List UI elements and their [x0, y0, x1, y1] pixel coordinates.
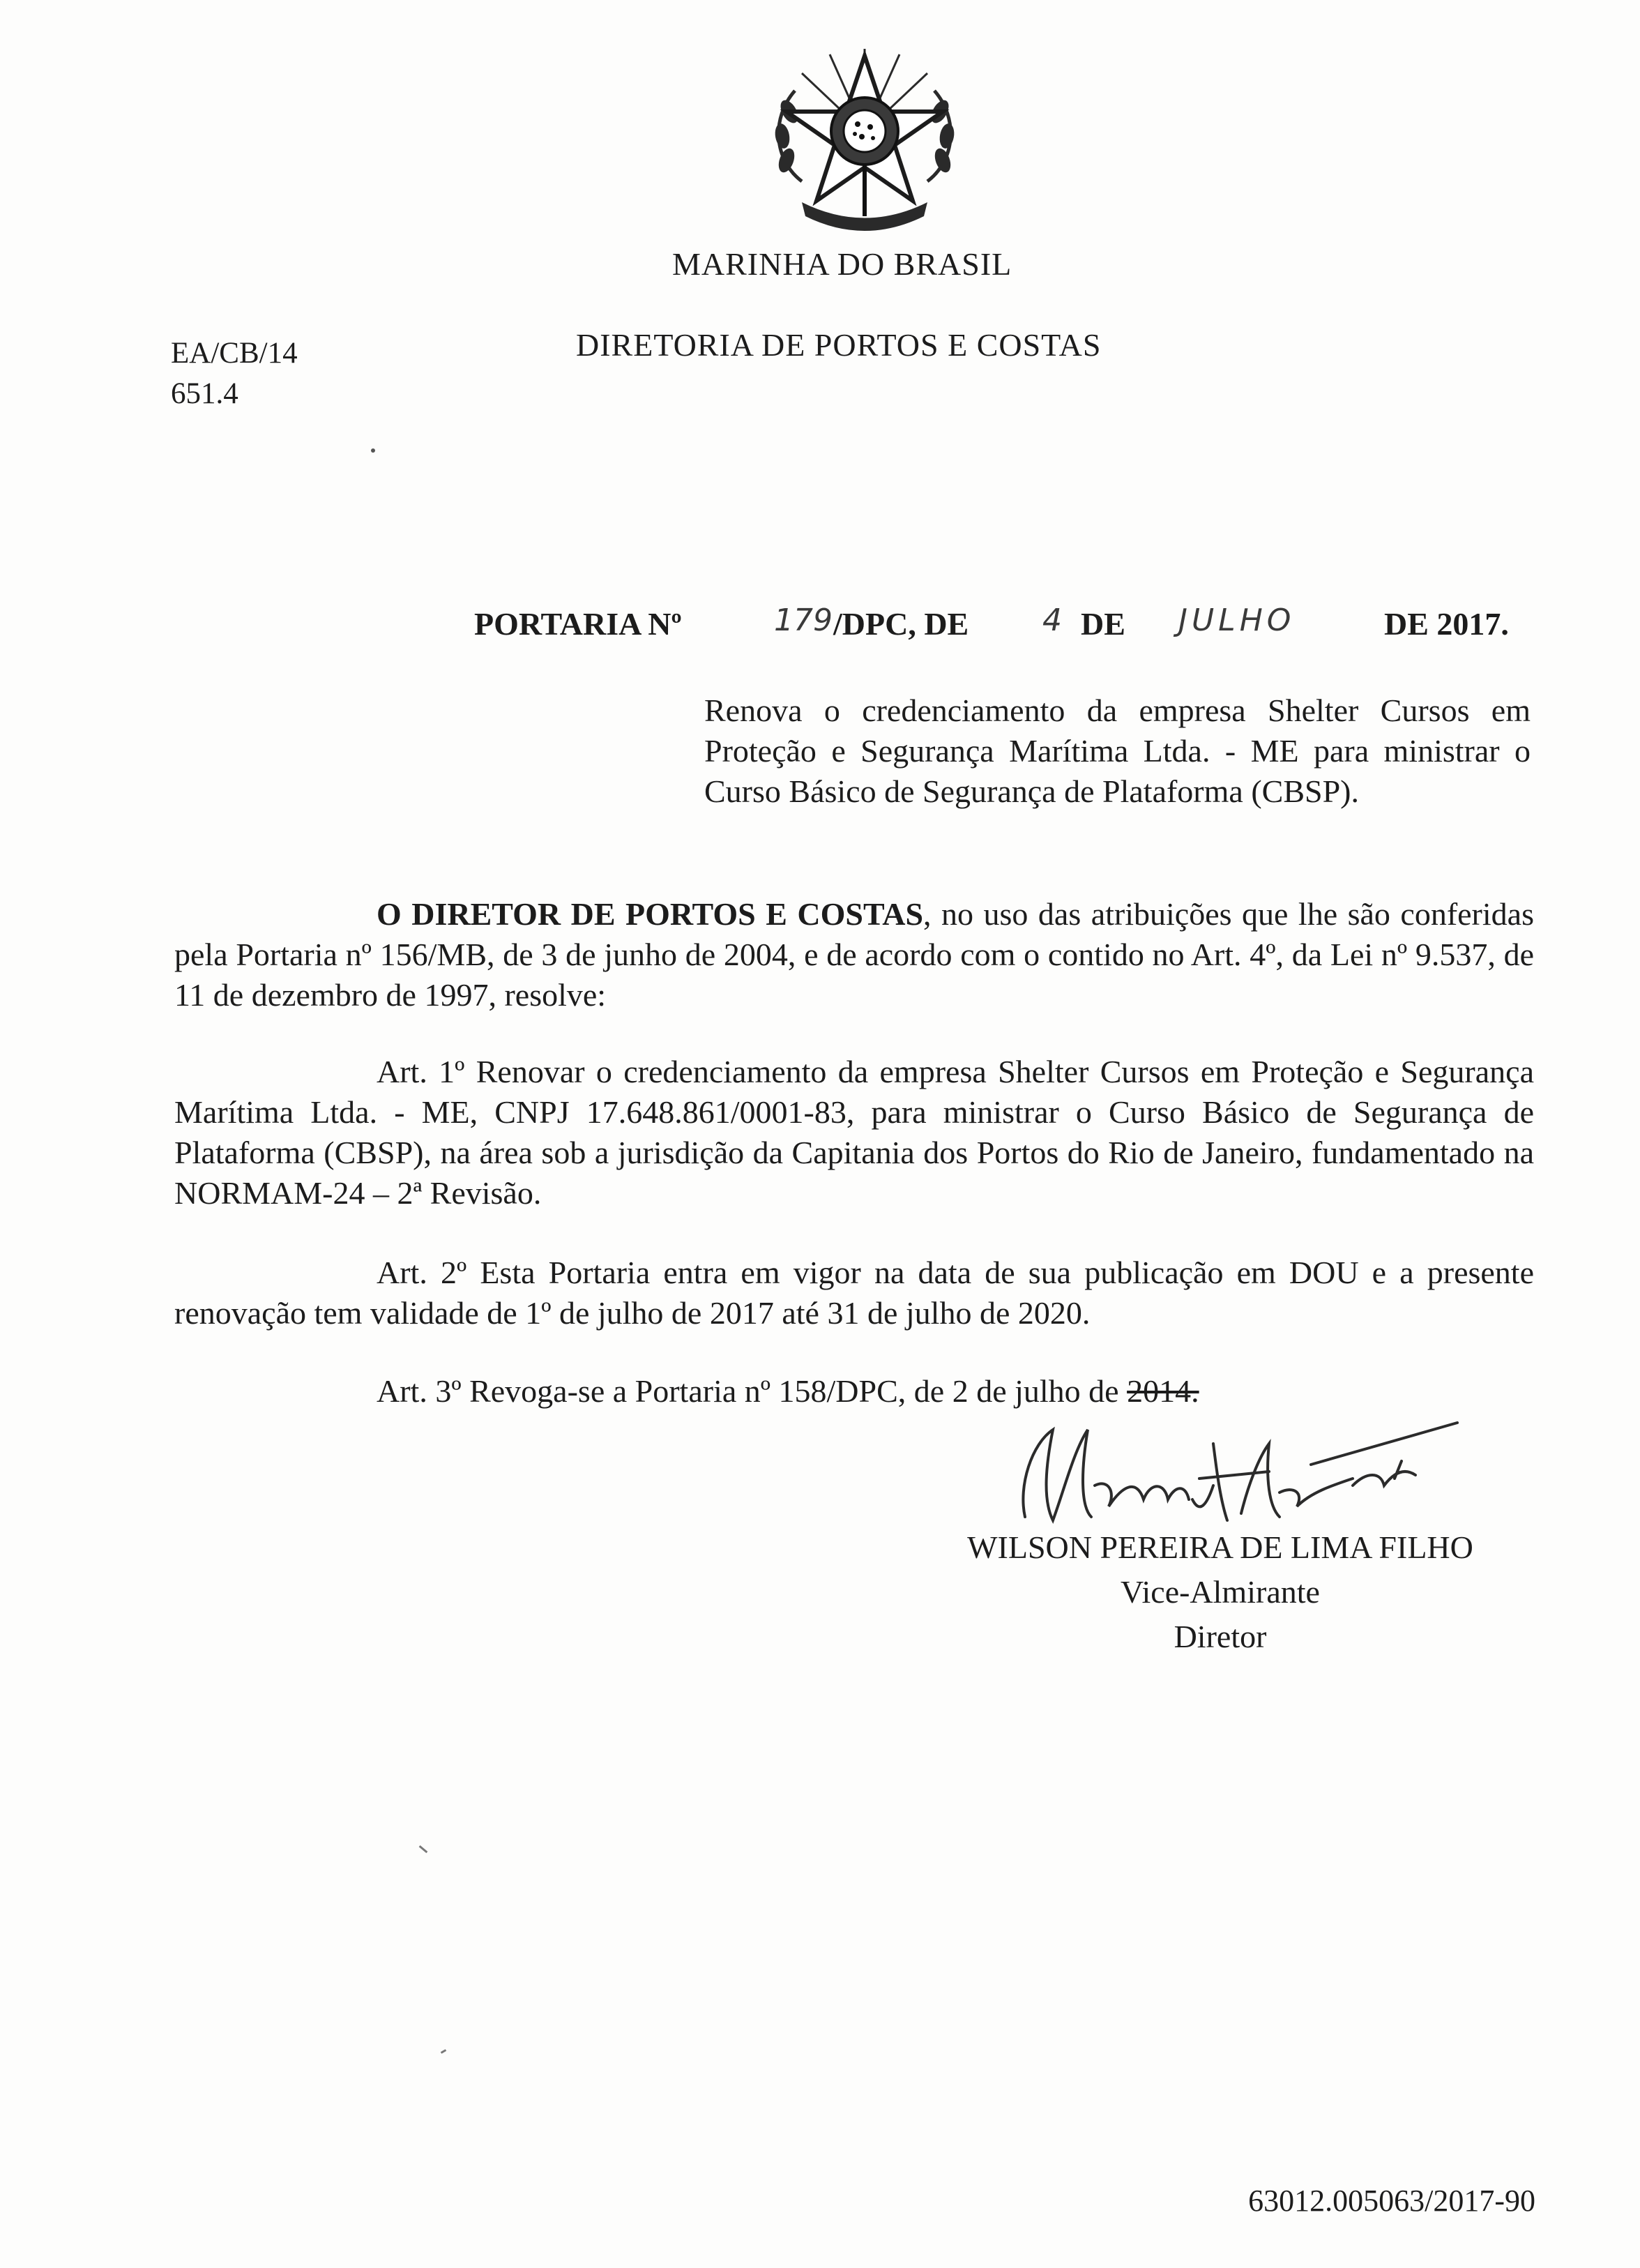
- ementa-summary: Renova o credenciamento da empresa Shelter Cursos em Proteção e Segurança Marítima Ltda. - ME para ministrar o Curso Básico de Segurança de Plataforma (CBSP).: [704, 693, 1531, 809]
- preamble-text: , no uso das atribuições que lhe são conferidas pela Portaria nº 156/MB, de 3 de junho de 2004, e de acordo com o contido no Art. 4º, da Lei nº 9.537, de 11 de dezembro de 1997, resolve:: [174, 896, 1534, 1013]
- portaria-title: [474, 605, 1534, 654]
- title-year: DE 2017.: [1384, 606, 1509, 642]
- org-name: MARINHA DO BRASIL: [672, 246, 1012, 282]
- signatory-rank: Vice-Almirante: [1121, 1574, 1320, 1610]
- speck-mark: [371, 448, 375, 453]
- signatory-role: Diretor: [1174, 1619, 1267, 1654]
- title-de: DE: [1081, 606, 1125, 642]
- title-month: JULHO: [1178, 603, 1296, 638]
- scan-mark: [441, 2049, 446, 2054]
- signatory-name: WILSON PEREIRA DE LIMA FILHO: [967, 1529, 1473, 1565]
- article-1-text: Art. 1º Renovar o credenciamento da empresa Shelter Cursos em Proteção e Segurança Marítima Ltda. - ME, CNPJ 17.648.861/0001-83, para ministrar o Curso Básico de Segurança de Plataforma (CBSP), na área sob a jurisdição da Capitania dos Portos do Rio de Janeiro, fundamentado na NORMAM-24 – 2ª Revisão.: [174, 1054, 1534, 1211]
- ref-code-2: 651.4: [171, 377, 238, 410]
- preamble-paragraph: [174, 894, 1534, 1015]
- coat-of-arms-icon: [753, 42, 976, 234]
- protocol-number: 63012.005063/2017-90: [1248, 2184, 1535, 2218]
- ref-code-1: EA/CB/14: [171, 337, 298, 370]
- department-name: DIRETORIA DE PORTOS E COSTAS: [576, 327, 1102, 363]
- title-label: PORTARIA Nº: [474, 606, 682, 642]
- article-3-text: Art. 3º Revoga-se a Portaria nº 158/DPC, de 2 de julho de: [377, 1373, 1119, 1409]
- handwritten-signature: [1004, 1402, 1478, 1534]
- article-1: [174, 1052, 1534, 1214]
- article-3-struck-year: 2014.: [1127, 1373, 1199, 1409]
- article-2-text: Art. 2º Esta Portaria entra em vigor na data de sua publicação em DOU e a presente renovação tem validade de 1º de julho de 2017 até 31 de julho de 2020.: [174, 1255, 1534, 1331]
- title-suffix: /DPC, DE: [833, 606, 969, 642]
- article-2: [174, 1253, 1534, 1333]
- title-number: 179: [774, 603, 833, 638]
- title-day: 4: [1042, 603, 1062, 638]
- scan-mark: [419, 1845, 428, 1853]
- preamble-lead: O DIRETOR DE PORTOS E COSTAS: [377, 896, 924, 932]
